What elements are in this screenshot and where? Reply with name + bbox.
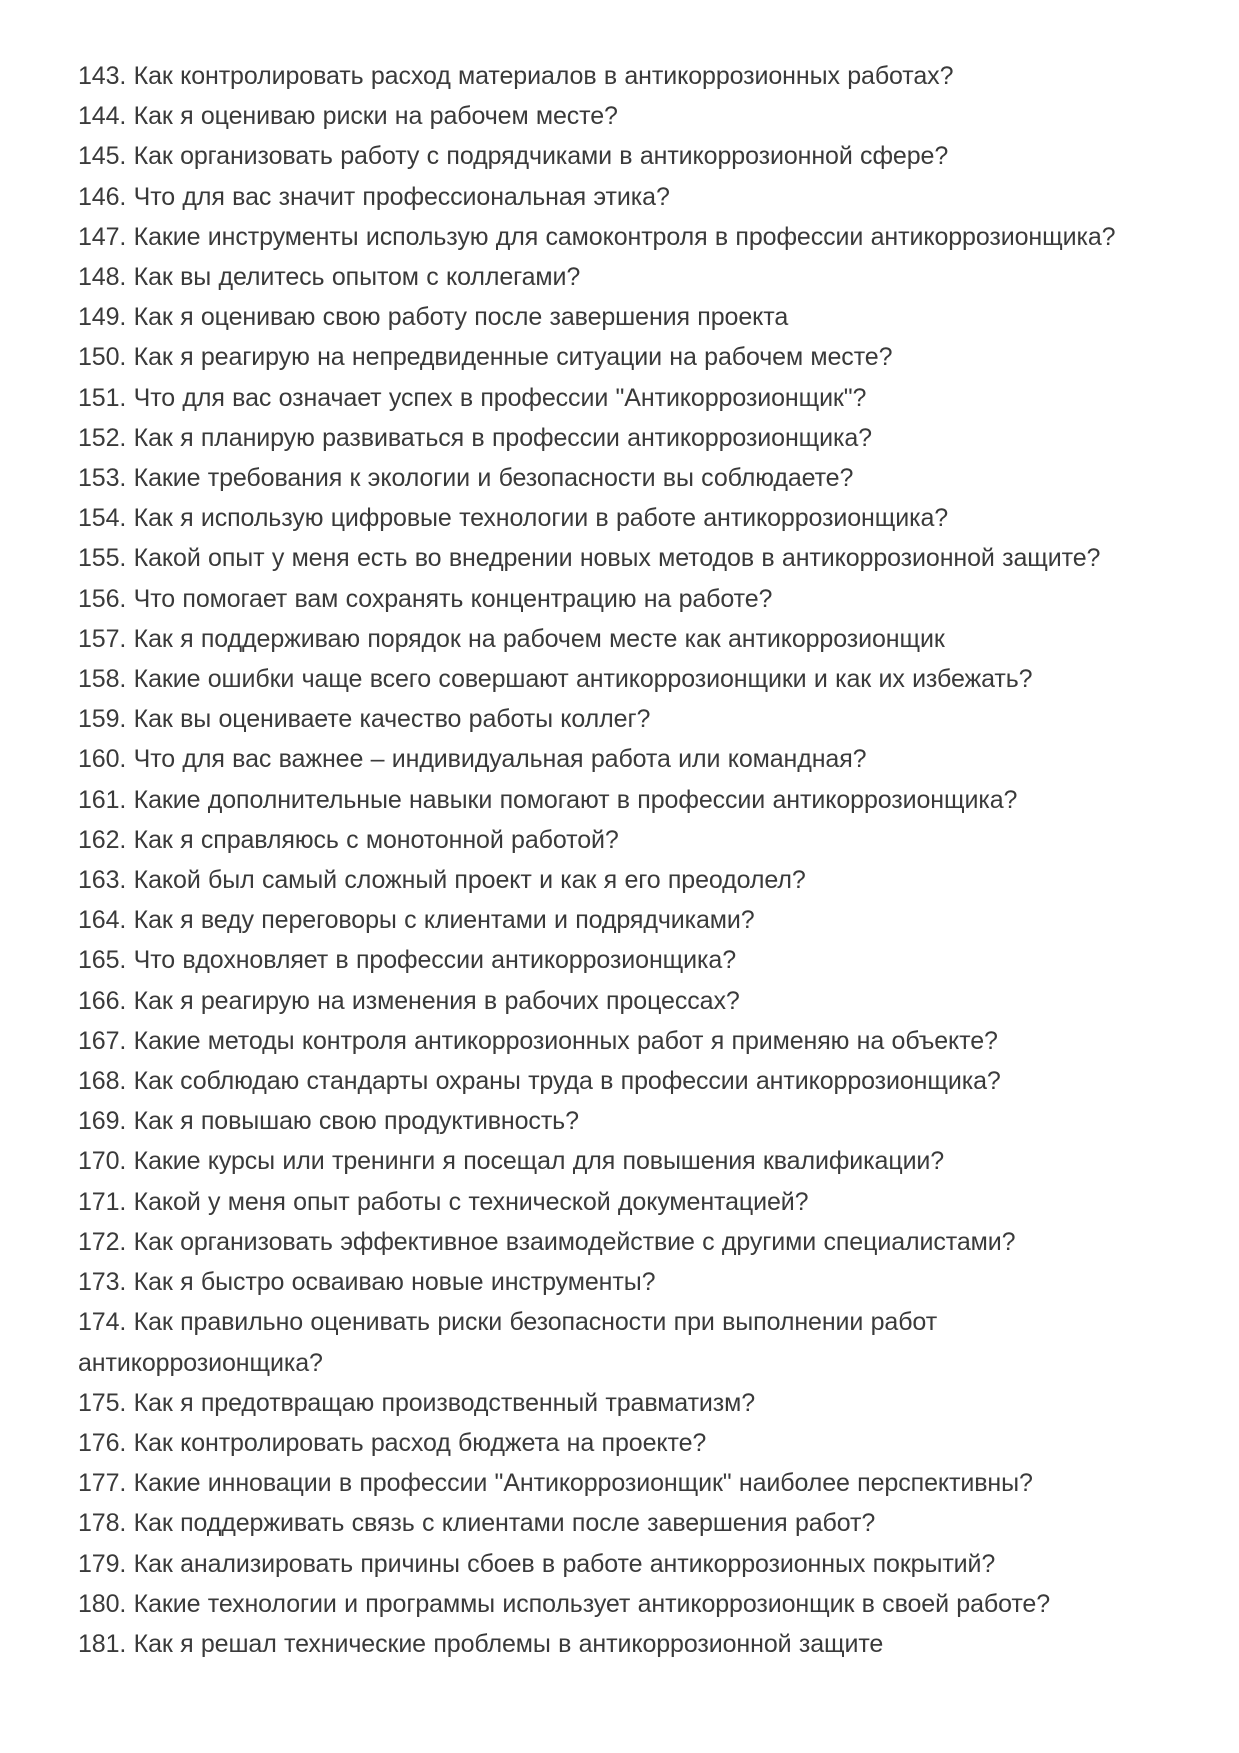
item-number: 169. (78, 1107, 127, 1136)
question-list (78, 56, 1156, 1664)
item-text: Как я решал технические проблемы в антикоррозионной защите (133, 1629, 884, 1658)
item-number: 151. (78, 383, 127, 412)
list-item (78, 739, 1156, 779)
item-number: 176. (78, 1428, 127, 1457)
item-number: 153. (78, 464, 127, 493)
item-number: 156. (78, 584, 127, 613)
item-number: 146. (78, 182, 127, 211)
item-text: Как я веду переговоры с клиентами и подрядчиками? (133, 906, 755, 935)
item-text: Какие дополнительные навыки помогают в профессии антикоррозионщика? (133, 785, 1018, 814)
item-text: Как я повышаю свою продуктивность? (133, 1107, 579, 1136)
list-item (78, 940, 1156, 980)
item-text: Что вдохновляет в профессии антикоррозионщика? (133, 946, 736, 975)
list-item (78, 860, 1156, 900)
item-text: Что для вас важнее – индивидуальная работа или командная? (133, 745, 867, 774)
list-item (78, 297, 1156, 337)
item-text: Как я реагирую на непредвиденные ситуации на рабочем месте? (133, 343, 893, 372)
item-number: 174. (78, 1308, 127, 1337)
item-number: 172. (78, 1227, 127, 1256)
item-text: Как вы оцениваете качество работы коллег? (133, 705, 651, 734)
list-item (78, 1021, 1156, 1061)
list-item (78, 981, 1156, 1021)
item-text: Какие требования к экологии и безопасности вы соблюдаете? (133, 464, 854, 493)
list-item (78, 1544, 1156, 1584)
list-item (78, 1262, 1156, 1302)
item-text: Какие технологии и программы использует антикоррозионщик в своей работе? (133, 1589, 1051, 1618)
item-number: 163. (78, 866, 127, 895)
item-text: Как контролировать расход материалов в антикоррозионных работах? (133, 62, 954, 90)
item-text: Как я предотвращаю производственный травматизм? (133, 1388, 756, 1417)
item-text: Какой у меня опыт работы с технической документацией? (133, 1187, 809, 1216)
list-item (78, 96, 1156, 136)
item-number: 179. (78, 1549, 127, 1578)
list-item (78, 780, 1156, 820)
list-item (78, 257, 1156, 297)
item-text: Как вы делитесь опытом с коллегами? (133, 263, 581, 292)
item-number: 150. (78, 343, 127, 372)
list-item (78, 579, 1156, 619)
list-item (78, 820, 1156, 860)
item-number: 166. (78, 986, 127, 1015)
item-text: Как я справляюсь с монотонной работой? (133, 825, 619, 854)
item-number: 181. (78, 1629, 127, 1658)
item-number: 180. (78, 1589, 127, 1618)
item-number: 158. (78, 665, 127, 694)
item-number: 145. (78, 142, 127, 171)
item-number: 171. (78, 1187, 127, 1216)
item-number: 161. (78, 785, 127, 814)
list-item (78, 337, 1156, 377)
item-text: Как я использую цифровые технологии в работе антикоррозионщика? (133, 504, 949, 533)
list-item (78, 1383, 1156, 1423)
item-text: Какие инструменты использую для самоконтроля в профессии антикоррозионщика? (133, 222, 1116, 251)
item-number: 157. (78, 624, 127, 653)
list-item (78, 619, 1156, 659)
list-item (78, 56, 1156, 96)
item-number: 178. (78, 1509, 127, 1538)
list-item (78, 1624, 1156, 1664)
item-number: 154. (78, 504, 127, 533)
item-text: Как я оцениваю свою работу после завершения проекта (133, 303, 789, 332)
item-text: Какие методы контроля антикоррозионных работ я применяю на объекте? (133, 1026, 998, 1055)
list-item (78, 1423, 1156, 1463)
item-number: 167. (78, 1026, 127, 1055)
item-number: 177. (78, 1469, 127, 1498)
item-number: 175. (78, 1388, 127, 1417)
list-item (78, 378, 1156, 418)
item-number: 173. (78, 1268, 127, 1297)
item-text: Что помогает вам сохранять концентрацию на работе? (133, 584, 773, 613)
item-number: 170. (78, 1147, 127, 1176)
item-text: Как поддерживать связь с клиентами после завершения работ? (133, 1509, 876, 1538)
item-text: Как соблюдаю стандарты охраны труда в профессии антикоррозионщика? (133, 1067, 1001, 1096)
item-text: Что для вас значит профессиональная этика? (133, 182, 670, 211)
list-item (78, 1503, 1156, 1543)
item-text: Что для вас означает успех в профессии "Антикоррозионщик"? (133, 383, 867, 412)
item-number: 165. (78, 946, 127, 975)
item-text: Как я реагирую на изменения в рабочих процессах? (133, 986, 740, 1015)
list-item (78, 1182, 1156, 1222)
list-item (78, 217, 1156, 257)
item-text: Как я оцениваю риски на рабочем месте? (133, 102, 618, 131)
item-number: 160. (78, 745, 127, 774)
item-text: Как я планирую развиваться в профессии антикоррозионщика? (133, 423, 872, 452)
item-number: 155. (78, 544, 127, 573)
item-text: Как правильно оценивать риски безопасности при выполнении работ антикоррозионщика? (78, 1308, 938, 1377)
list-item (78, 1141, 1156, 1181)
item-number: 149. (78, 303, 127, 332)
item-number: 143. (78, 62, 127, 90)
item-number: 148. (78, 263, 127, 292)
item-text: Как организовать эффективное взаимодействие с другими специалистами? (133, 1227, 1016, 1256)
list-item (78, 1463, 1156, 1503)
list-item (78, 177, 1156, 217)
list-item (78, 1101, 1156, 1141)
item-text: Как организовать работу с подрядчиками в антикоррозионной сфере? (133, 142, 949, 171)
item-number: 147. (78, 222, 127, 251)
item-text: Какой опыт у меня есть во внедрении новых методов в антикоррозионной защите? (133, 544, 1101, 573)
list-item (78, 1584, 1156, 1624)
list-item (78, 418, 1156, 458)
item-number: 168. (78, 1067, 127, 1096)
item-number: 164. (78, 906, 127, 935)
list-item (78, 498, 1156, 538)
list-item (78, 900, 1156, 940)
list-item (78, 659, 1156, 699)
list-item (78, 699, 1156, 739)
item-text: Какие курсы или тренинги я посещал для повышения квалификации? (133, 1147, 945, 1176)
list-item (78, 458, 1156, 498)
item-number: 162. (78, 825, 127, 854)
item-text: Какие инновации в профессии "Антикоррозионщик" наиболее перспективны? (133, 1469, 1033, 1498)
list-item (78, 1061, 1156, 1101)
item-text: Какие ошибки чаще всего совершают антикоррозионщики и как их избежать? (133, 665, 1033, 694)
item-number: 144. (78, 102, 127, 131)
item-number: 152. (78, 423, 127, 452)
item-text: Какой был самый сложный проект и как я его преодолел? (133, 866, 806, 895)
item-text: Как я поддерживаю порядок на рабочем месте как антикоррозионщик (133, 624, 945, 653)
list-item (78, 1302, 1156, 1382)
item-text: Как я быстро осваиваю новые инструменты? (133, 1268, 656, 1297)
list-item (78, 1222, 1156, 1262)
list-item (78, 136, 1156, 176)
list-item (78, 538, 1156, 578)
item-text: Как контролировать расход бюджета на проекте? (133, 1428, 707, 1457)
item-number: 159. (78, 705, 127, 734)
item-text: Как анализировать причины сбоев в работе антикоррозионных покрытий? (133, 1549, 996, 1578)
